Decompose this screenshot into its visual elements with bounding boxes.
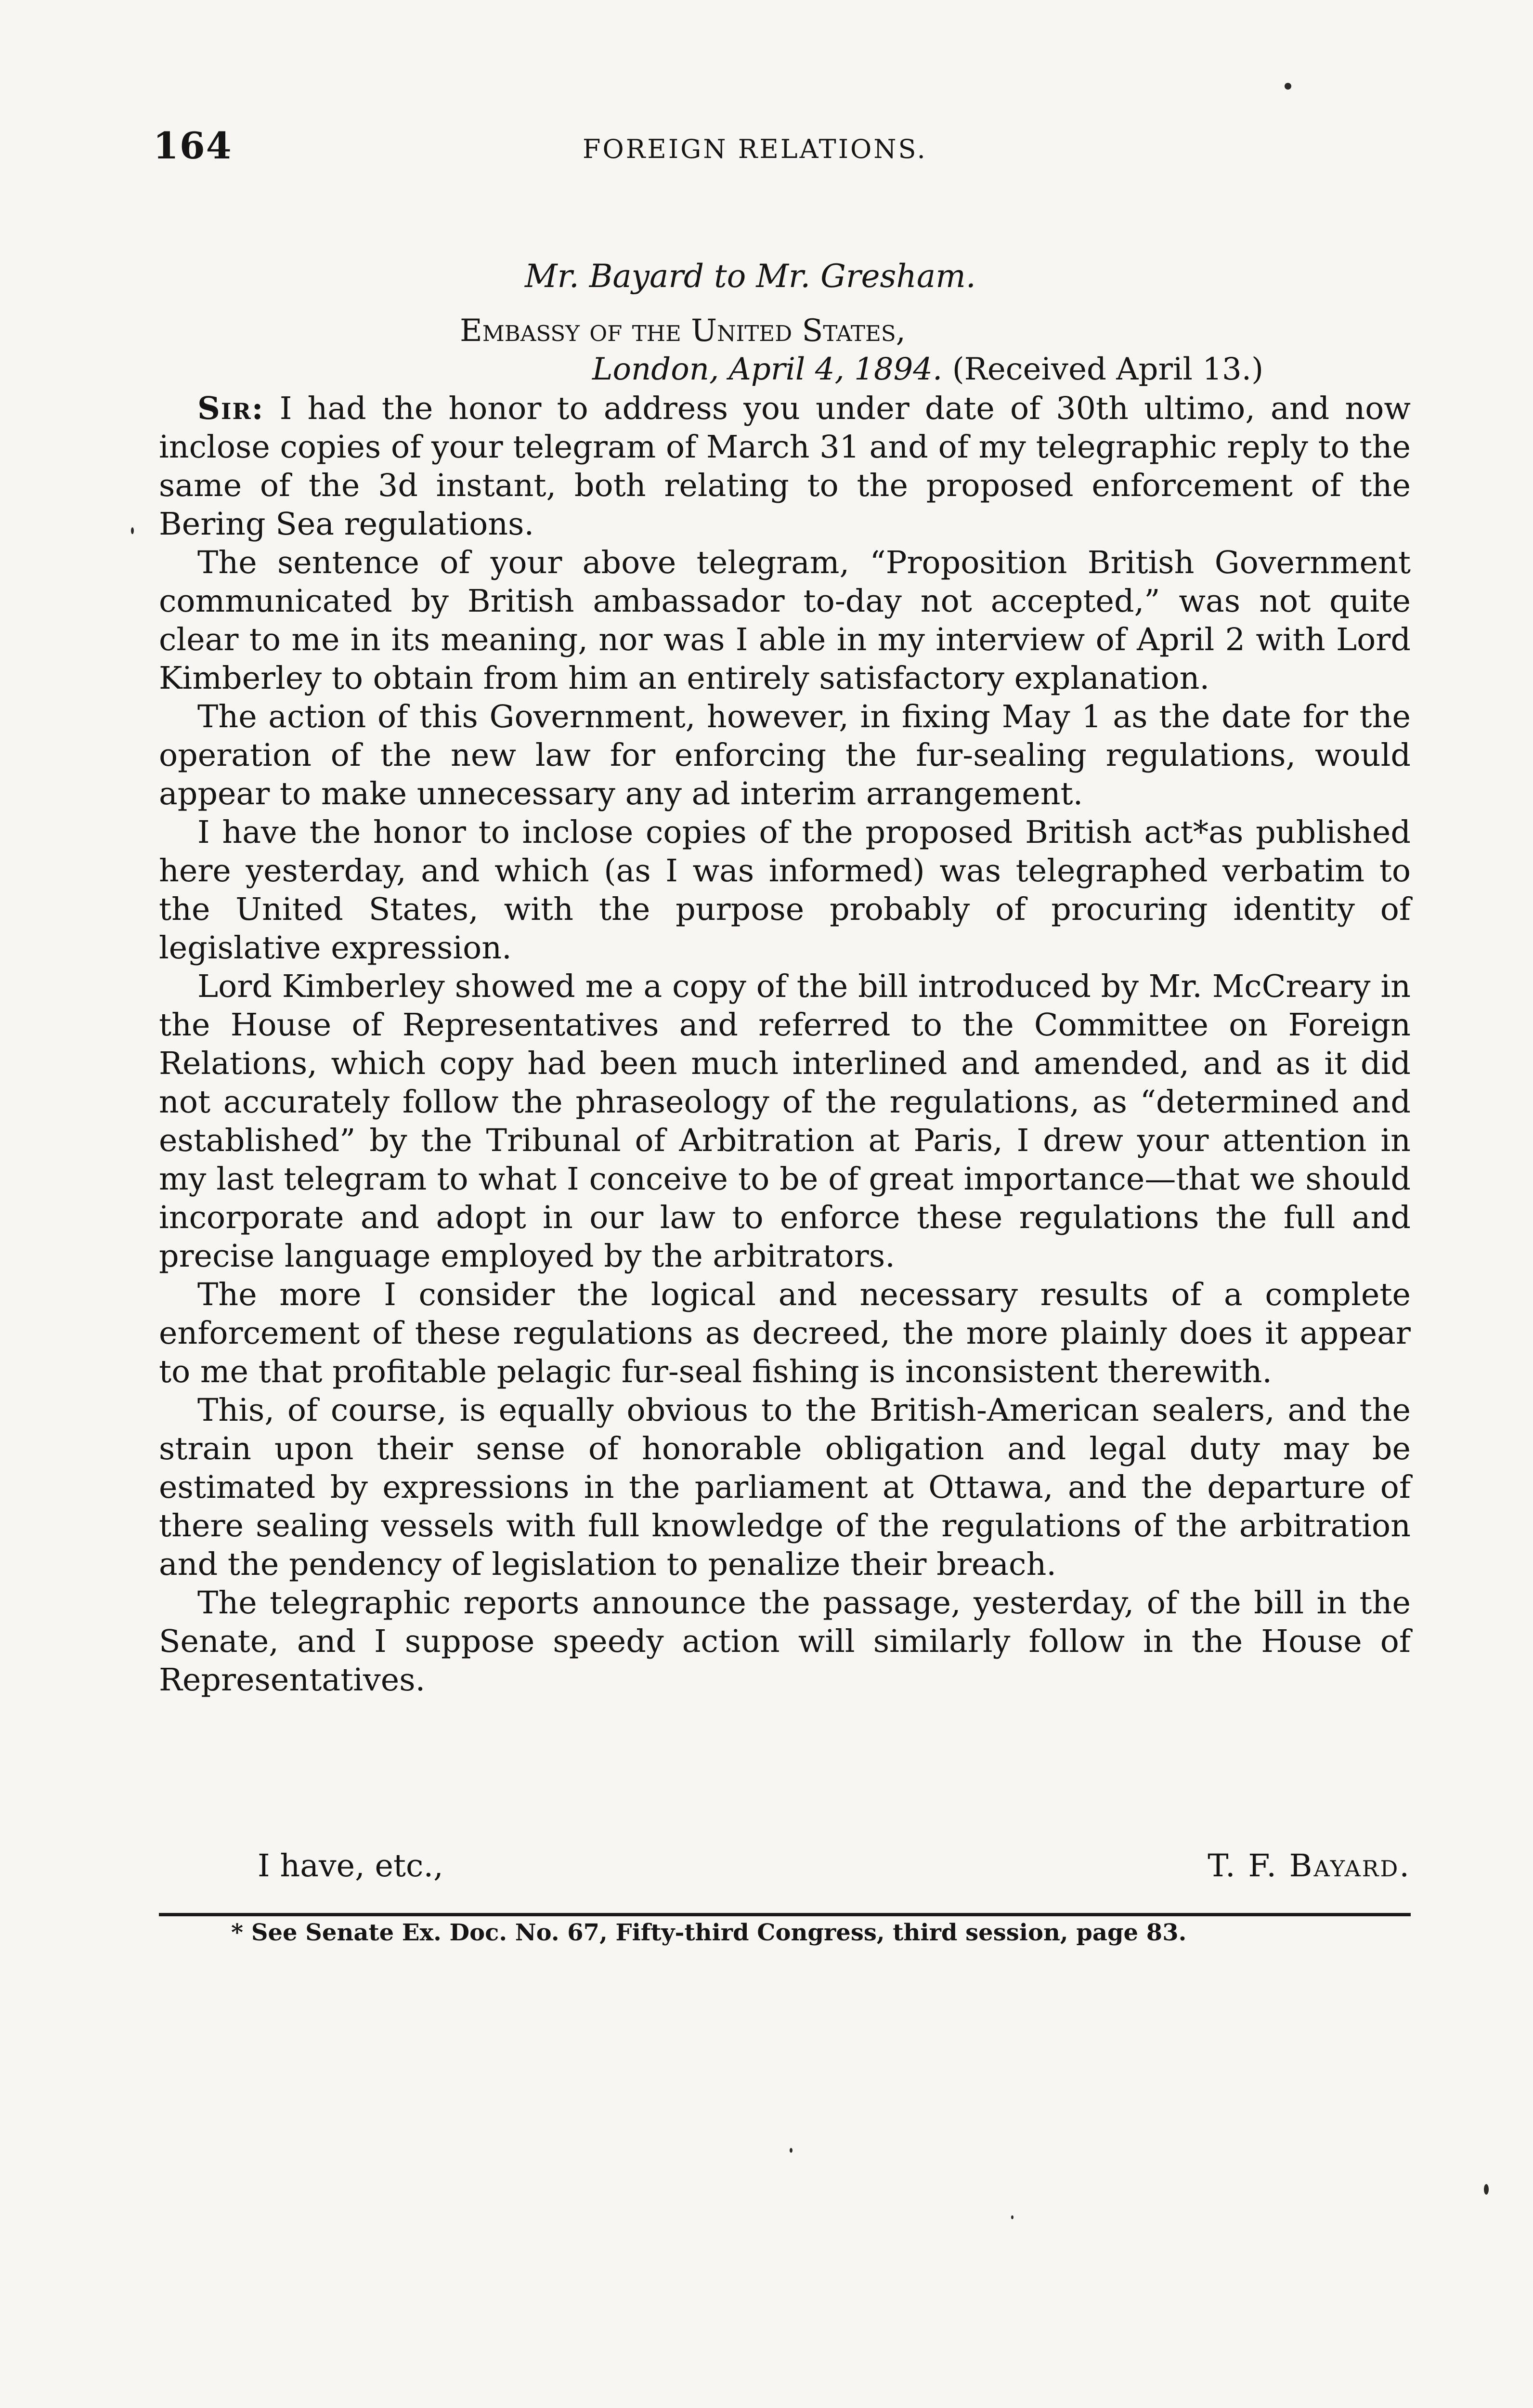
paragraph-8: The telegraphic reports announce the passage, yesterday, of the bill in the Senate, and I suppose speedy action will similarly follow in the House of Representatives. [159,1585,1411,1698]
paragraph-7: This, of course, is equally obvious to the British-American sealers, and the strain upon their sense of honorable obligation and legal duty may be estimated by expressions in the parliament at Ottawa, and the departure of there sealing vessels with full knowledge of the regulations of the arbitration and the pendency of legislation to penalize their breach. [159,1392,1411,1583]
paragraph-6: The more I consider the logical and necessary results of a complete enforcement of these regulations as decreed, the more plainly does it appear to me that profitable pelagic fur-seal fishing is inconsistent therewith. [159,1277,1411,1390]
embassy-line: Embassy of the United States, [460,313,906,349]
footnote-divider [159,1913,1411,1916]
signature: T. F. Bayard. [1208,1848,1411,1884]
scan-speck [1484,2184,1489,2195]
paragraph-1 [159,389,1411,544]
paragraph-2: The sentence of your above telegram, “Proposition British Government communicated by British ambassador to-day not accepted,” was not quite clear to me in its meaning, nor was I able in my interview of April 2 with Lord Kimberley to obtain from him an entirely satisfactory explanation. [159,545,1411,696]
paragraph-3: The action of this Government, however, in fixing May 1 as the date for the operation of the new law for enforcing the fur-sealing regulations, would appear to make unnecessary any ad interim arrangement. [159,699,1411,812]
footnote: * See Senate Ex. Doc. No. 67, Fifty-third Congress, third session, page 83. [231,1919,1187,1946]
paragraph-5: Lord Kimberley showed me a copy of the bill introduced by Mr. McCreary in the House of Representatives and referred to the Committee on Foreign Relations, which copy had been much interlined and amended, and as it did not accurately follow the phraseology of the regulations, as “determined and established” by the Tribunal of Arbitration at Paris, I drew your attention in my last telegram to what I conceive to be of great importance—that we should incorporate and adopt in our law to enforce these regulations the full and precise language employed by the arbitrators. [159,968,1411,1274]
salutation: Sir: [197,390,264,427]
scan-speck [131,527,134,534]
paragraph-4: I have the honor to inclose copies of the proposed British act*as published here yesterday, and which (as I was informed) was telegraphed verbatim to the United States, with the purpose probably of procuring identity of legislative expression. [159,814,1411,966]
closing: I have, etc., [258,1848,443,1884]
dateline [592,352,1263,387]
scan-speck [1285,83,1291,90]
scan-speck [1011,2215,1013,2219]
page-number: 164 [153,124,233,167]
running-head: FOREIGN RELATIONS. [583,134,927,164]
paragraph-text: I had the honor to address you under date of 30th ultimo, and now inclose copies of your telegram of March 31 and of my telegraphic reply to the same of the 3d instant, both relating to the proposed enforcement of the Bering Sea regulations. [159,391,1411,542]
dateline-place: London, April 4, 1894. [592,352,943,387]
letter-title: Mr. Bayard to Mr. Gresham. [525,258,976,295]
letter-body [159,389,1411,1700]
dateline-received: (Received April 13.) [952,352,1264,387]
scan-speck [790,2148,792,2153]
